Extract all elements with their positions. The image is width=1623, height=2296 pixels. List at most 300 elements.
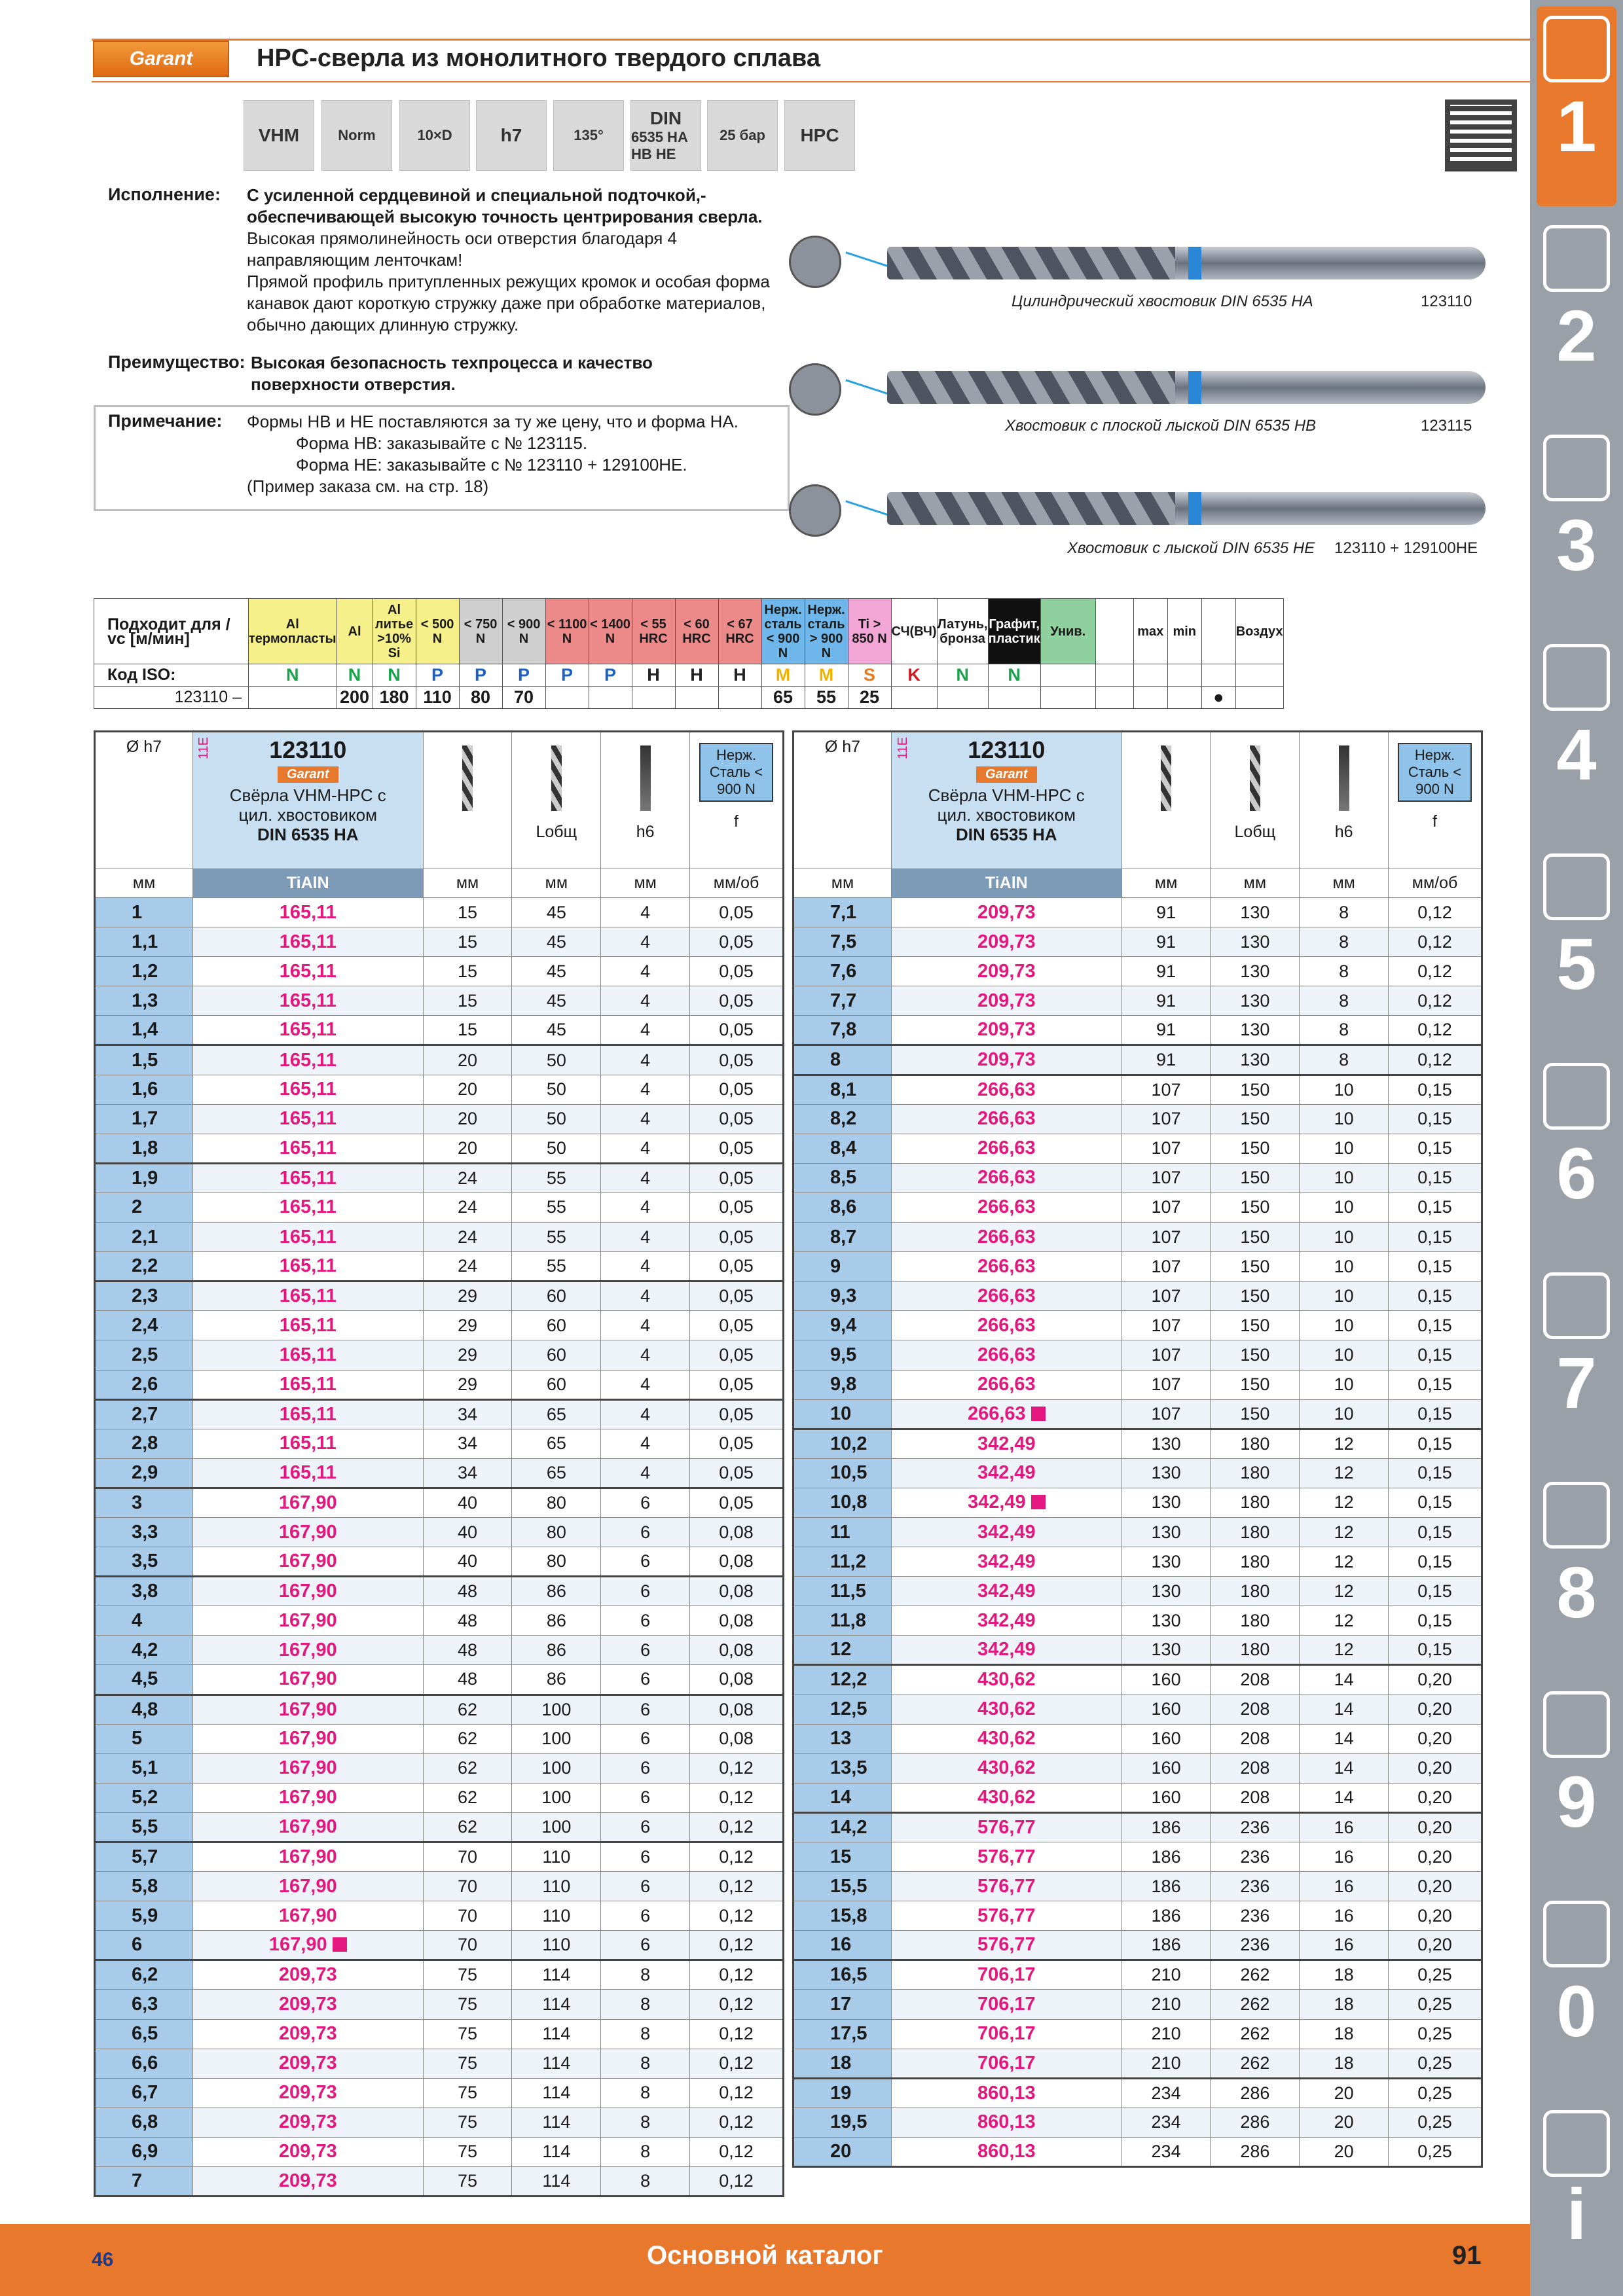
total-length-cell bbox=[1211, 1282, 1300, 1311]
shank-cell bbox=[1300, 898, 1389, 927]
cell-value: 16 bbox=[1334, 1935, 1354, 1955]
diameter-cell bbox=[793, 1931, 892, 1960]
product-code: 123110 bbox=[269, 736, 347, 763]
feed-cell bbox=[1389, 1016, 1482, 1045]
cell-value: 0,12 bbox=[1417, 902, 1452, 922]
table-row bbox=[793, 1753, 1482, 1783]
price-cell bbox=[891, 1872, 1122, 1901]
diameter-cell bbox=[793, 1193, 892, 1222]
cell-value: 167,90 bbox=[278, 1846, 337, 1868]
cell-value: 62 bbox=[458, 1699, 478, 1719]
cell-value: 167,90 bbox=[278, 1492, 337, 1513]
feed-cell bbox=[1389, 1547, 1482, 1577]
feed-label: f bbox=[1432, 812, 1437, 831]
chapter-tab-2[interactable] bbox=[1537, 216, 1616, 416]
flute-length-cell bbox=[423, 1695, 512, 1724]
cell-value: 0,15 bbox=[1417, 1610, 1452, 1630]
feed-cell bbox=[690, 1016, 784, 1045]
shank-cell bbox=[601, 1075, 690, 1104]
suit-col-header: < 67 HRC bbox=[718, 599, 761, 664]
cell-value: 107 bbox=[1151, 1109, 1181, 1129]
flute-length-cell bbox=[423, 2019, 512, 2049]
price-cell bbox=[891, 1606, 1122, 1636]
cell-value: 2,9 bbox=[132, 1462, 158, 1483]
feed-cell bbox=[1389, 1665, 1482, 1695]
cell-value: 130 bbox=[1151, 1640, 1181, 1660]
cell-value: 13 bbox=[830, 1728, 852, 1749]
table-row bbox=[793, 1812, 1482, 1842]
cell-value: 1,8 bbox=[132, 1137, 158, 1158]
shank-label: h6 bbox=[636, 823, 655, 841]
cell-value: 16 bbox=[1334, 1876, 1354, 1896]
cell-value: 4 bbox=[640, 1344, 651, 1365]
flute-length-cell bbox=[1122, 1282, 1211, 1311]
flute-length-cell bbox=[1122, 927, 1211, 957]
shank-cell bbox=[601, 1311, 690, 1340]
cell-value: 0,15 bbox=[1417, 1640, 1452, 1660]
cell-value: 0,15 bbox=[1417, 1581, 1452, 1601]
cell-value: 6 bbox=[640, 1758, 651, 1778]
suit-speed-value: 200 bbox=[337, 687, 373, 709]
cell-value: 576,77 bbox=[977, 1846, 1036, 1867]
table-row bbox=[95, 2049, 784, 2078]
diameter-cell bbox=[95, 1075, 193, 1104]
feed-cell bbox=[690, 1695, 784, 1724]
shank-cell bbox=[1300, 1577, 1389, 1606]
cell-value: 130 bbox=[1240, 1050, 1270, 1070]
cell-value: 4 bbox=[640, 1462, 651, 1482]
chapter-tab-0[interactable] bbox=[1537, 1892, 1616, 2091]
price-cell bbox=[891, 1753, 1122, 1783]
cell-value: 6 bbox=[640, 1699, 651, 1719]
feed-cell bbox=[1389, 1695, 1482, 1724]
total-length-cell bbox=[512, 1193, 601, 1222]
shank-cell bbox=[601, 2167, 690, 2197]
cell-value: 150 bbox=[1240, 1374, 1270, 1395]
shank-cell bbox=[601, 1636, 690, 1665]
cell-value: 266,63 bbox=[977, 1196, 1036, 1218]
flute-icon bbox=[462, 745, 473, 811]
diameter-cell bbox=[793, 1370, 892, 1399]
total-length-cell bbox=[512, 898, 601, 927]
cell-value: 167,90 bbox=[278, 1875, 337, 1897]
total-length-cell bbox=[512, 1665, 601, 1695]
price-cell bbox=[891, 1458, 1122, 1488]
table-row bbox=[95, 1636, 784, 1665]
total-length-cell bbox=[512, 1724, 601, 1753]
cell-value: 0,15 bbox=[1417, 1374, 1452, 1395]
feed-cell bbox=[690, 1282, 784, 1311]
cell-value: 0,05 bbox=[719, 1168, 754, 1188]
flute-length-cell bbox=[1122, 1606, 1211, 1636]
price-cell bbox=[891, 1665, 1122, 1695]
price-cell bbox=[891, 2078, 1122, 2108]
diameter-cell bbox=[793, 2108, 892, 2137]
total-length-cell bbox=[1211, 1517, 1300, 1547]
suit-iso-code: P bbox=[416, 664, 459, 687]
chapter-tab-5[interactable] bbox=[1537, 844, 1616, 1044]
flute-length-cell bbox=[1122, 1901, 1211, 1931]
cell-value: 62 bbox=[458, 1816, 478, 1837]
cell-value: 2,8 bbox=[132, 1433, 158, 1454]
cell-value: 4 bbox=[640, 902, 651, 922]
drill-end-view bbox=[789, 363, 841, 416]
total-length-cell bbox=[1211, 1636, 1300, 1665]
total-length-cell bbox=[512, 1163, 601, 1193]
cell-value: 75 bbox=[458, 2142, 478, 2162]
cell-value: 0,12 bbox=[719, 1994, 754, 2015]
cell-value: 6 bbox=[640, 1610, 651, 1630]
col-shank bbox=[1300, 732, 1389, 869]
table-row bbox=[793, 1901, 1482, 1931]
cell-value: 15,8 bbox=[830, 1905, 867, 1926]
flute-length-cell bbox=[423, 1783, 512, 1812]
cell-value: 165,11 bbox=[279, 1373, 337, 1395]
cell-value: 11,5 bbox=[830, 1580, 866, 1602]
shank-cell bbox=[1300, 2078, 1389, 2108]
diameter-cell bbox=[95, 1547, 193, 1577]
cell-value: 6 bbox=[640, 1847, 651, 1867]
table-row bbox=[95, 1045, 784, 1075]
cell-value: 165,11 bbox=[279, 1403, 337, 1425]
price-cell bbox=[192, 927, 423, 957]
shank-cell bbox=[1300, 1842, 1389, 1872]
feed-cell bbox=[1389, 927, 1482, 957]
suit-col-header: < 1100 N bbox=[545, 599, 589, 664]
feed-cell bbox=[690, 1252, 784, 1282]
unit-label: мм bbox=[1122, 869, 1211, 898]
cell-value: 8 bbox=[640, 2171, 651, 2191]
flute-length-cell bbox=[1122, 1547, 1211, 1577]
cell-value: 0,12 bbox=[1417, 1020, 1452, 1040]
table-row bbox=[95, 1783, 784, 1812]
shank-cell bbox=[601, 1399, 690, 1429]
feed-cell bbox=[690, 1990, 784, 2019]
cell-value: 0,08 bbox=[719, 1610, 754, 1630]
flute-length-cell bbox=[423, 1724, 512, 1753]
cell-value: 236 bbox=[1240, 1817, 1270, 1837]
adv-label: Преимущество: bbox=[108, 352, 246, 372]
cell-value: 706,17 bbox=[977, 2023, 1036, 2045]
suit-iso-code: N bbox=[249, 664, 337, 687]
cell-value: 45 bbox=[546, 961, 566, 981]
suit-iso-code: P bbox=[459, 664, 502, 687]
cell-value: 114 bbox=[542, 2024, 571, 2044]
cell-value: 4 bbox=[640, 1404, 651, 1424]
flute-length-cell bbox=[1122, 1517, 1211, 1547]
feed-cell bbox=[1389, 1990, 1482, 2019]
flute-length-cell bbox=[423, 2108, 512, 2137]
price-cell bbox=[192, 957, 423, 986]
chapter-tab-3[interactable] bbox=[1537, 425, 1616, 625]
feed-cell bbox=[690, 1223, 784, 1252]
cell-value: 160 bbox=[1151, 1787, 1181, 1807]
chapter-tab-9[interactable] bbox=[1537, 1682, 1616, 1882]
info-icon bbox=[1543, 2110, 1610, 2177]
cell-value: 50 bbox=[546, 1138, 566, 1158]
feed-cell bbox=[690, 2019, 784, 2049]
cell-value: 0,25 bbox=[1417, 2141, 1452, 2161]
shank-cell bbox=[1300, 2137, 1389, 2166]
feed-cell bbox=[1389, 1783, 1482, 1812]
unit-row bbox=[793, 869, 1482, 898]
diameter-cell bbox=[95, 927, 193, 957]
cell-value: 10 bbox=[1334, 1374, 1354, 1395]
cell-value: 75 bbox=[458, 2053, 478, 2073]
cell-value: 1,7 bbox=[132, 1108, 158, 1130]
cell-value: 4,5 bbox=[132, 1668, 158, 1690]
cell-value: 342,49 bbox=[977, 1462, 1036, 1484]
shank-cell bbox=[1300, 927, 1389, 957]
note-line-1: Формы HB и HE поставляются за ту же цену, что и форма HA. bbox=[247, 412, 739, 431]
cell-value: 342,49 bbox=[977, 1521, 1036, 1543]
cell-value: 0,05 bbox=[719, 1315, 754, 1335]
cell-value: 130 bbox=[1151, 1463, 1181, 1483]
cell-value: 16 bbox=[830, 1934, 852, 1956]
table-row bbox=[793, 2019, 1482, 2049]
suit-col-header: Al термопласты bbox=[249, 599, 337, 664]
feed-cell bbox=[690, 1134, 784, 1163]
flute-length-cell bbox=[1122, 2078, 1211, 2108]
flute-length-cell bbox=[423, 898, 512, 927]
chapter-tab-8[interactable] bbox=[1537, 1473, 1616, 1672]
cell-value: 20 bbox=[458, 1079, 478, 1100]
cell-value: 165,11 bbox=[279, 1019, 337, 1041]
shank-cell bbox=[601, 2019, 690, 2049]
total-length-cell bbox=[512, 1075, 601, 1104]
flute-length-cell bbox=[1122, 1163, 1211, 1193]
feed-cell bbox=[690, 898, 784, 927]
drill-caption-3: Хвостовик с лыской DIN 6535 HE bbox=[1067, 539, 1315, 557]
cell-value: 167,90 bbox=[278, 1668, 337, 1690]
cell-value: 210 bbox=[1151, 1994, 1181, 2015]
table-row bbox=[793, 1370, 1482, 1399]
flute-length-cell bbox=[423, 1488, 512, 1517]
diameter-cell bbox=[95, 2137, 193, 2166]
cell-value: 6 bbox=[640, 1581, 651, 1602]
cell-value: 9,4 bbox=[830, 1314, 857, 1336]
shank-cell bbox=[601, 1429, 690, 1458]
cell-value: 7,6 bbox=[830, 960, 857, 982]
shank-cell bbox=[1300, 2108, 1389, 2137]
cell-value: 150 bbox=[1240, 1256, 1270, 1276]
suit-speed-value: 110 bbox=[416, 687, 459, 709]
cell-value: 0,05 bbox=[719, 1433, 754, 1454]
cell-value: 15 bbox=[458, 902, 478, 922]
suit-iso-code bbox=[1235, 664, 1283, 687]
cell-value: 167,90 bbox=[278, 1728, 337, 1749]
shank-cell bbox=[601, 1960, 690, 1990]
cell-value: 18 bbox=[830, 2052, 852, 2073]
drill-number-3: 123110 + 129100HE bbox=[1334, 539, 1478, 557]
cell-value: 5,7 bbox=[132, 1846, 158, 1868]
price-cell bbox=[192, 1990, 423, 2019]
shank-cell bbox=[1300, 957, 1389, 986]
cell-value: 45 bbox=[546, 990, 566, 1011]
total-length-cell bbox=[512, 1517, 601, 1547]
price-cell bbox=[192, 2019, 423, 2049]
cell-value: 209,73 bbox=[977, 990, 1036, 1011]
feed-cell bbox=[1389, 2108, 1482, 2137]
feed-cell bbox=[1389, 1223, 1482, 1252]
cell-value: 0,12 bbox=[719, 1935, 754, 1955]
cell-value: 18 bbox=[1334, 2053, 1354, 2073]
cell-value: 1 bbox=[132, 901, 143, 923]
shank-cell bbox=[601, 1193, 690, 1222]
cell-value: 0,05 bbox=[719, 990, 754, 1011]
total-length-cell bbox=[1211, 1665, 1300, 1695]
cell-value: 208 bbox=[1240, 1758, 1270, 1778]
shank-cell bbox=[601, 1753, 690, 1783]
icon-subtext: 25 бар bbox=[720, 127, 765, 143]
total-length-cell bbox=[1211, 2078, 1300, 2108]
cell-value: 9,5 bbox=[830, 1344, 857, 1365]
cell-value: 6 bbox=[640, 1816, 651, 1837]
cell-value: 8,4 bbox=[830, 1138, 857, 1159]
cell-value: 6 bbox=[640, 1905, 651, 1926]
shank-cell bbox=[1300, 1193, 1389, 1222]
price-cell bbox=[192, 1665, 423, 1695]
feed-cell bbox=[1389, 1134, 1482, 1163]
table-row bbox=[793, 2137, 1482, 2166]
icon-text: h7 bbox=[500, 125, 522, 145]
price-cell bbox=[891, 927, 1122, 957]
cell-value: 209,73 bbox=[278, 2082, 337, 2104]
cell-value: 34 bbox=[458, 1462, 478, 1482]
price-cell bbox=[891, 1282, 1122, 1311]
diameter-cell bbox=[95, 2108, 193, 2137]
cell-value: 576,77 bbox=[977, 1816, 1036, 1838]
diameter-cell bbox=[95, 2078, 193, 2108]
cell-value: 0,05 bbox=[719, 1404, 754, 1424]
cell-value: 0,25 bbox=[1417, 2024, 1452, 2044]
cell-value: 208 bbox=[1240, 1699, 1270, 1719]
cell-value: 20 bbox=[1334, 2112, 1354, 2132]
price-cell bbox=[891, 1223, 1122, 1252]
cell-value: 10 bbox=[1334, 1109, 1354, 1129]
cell-value: 19,5 bbox=[830, 2111, 867, 2133]
feed-cell bbox=[1389, 1163, 1482, 1193]
table-row bbox=[95, 1193, 784, 1222]
flute-length-cell bbox=[423, 1223, 512, 1252]
cell-value: 0,12 bbox=[719, 2171, 754, 2191]
cell-value: 0,05 bbox=[719, 1256, 754, 1276]
chapter-tab-4[interactable] bbox=[1537, 635, 1616, 834]
din-icon bbox=[630, 100, 701, 171]
cell-value: 0,05 bbox=[719, 1079, 754, 1100]
chapter-tab-7[interactable] bbox=[1537, 1263, 1616, 1463]
feed-cell bbox=[690, 1901, 784, 1931]
chapter-number: 9 bbox=[1556, 1762, 1597, 1842]
cell-value: 266,63 bbox=[977, 1344, 1036, 1365]
diameter-cell bbox=[95, 1311, 193, 1340]
unit-row bbox=[95, 869, 784, 898]
cell-value: 29 bbox=[458, 1286, 478, 1306]
cell-value: 130 bbox=[1240, 902, 1270, 922]
top-rule bbox=[92, 39, 1532, 41]
chapter-tab-i[interactable] bbox=[1537, 2101, 1616, 2255]
cell-value: 1,2 bbox=[132, 960, 158, 982]
cell-value: 11,2 bbox=[830, 1551, 866, 1572]
drill-end-view bbox=[789, 236, 841, 288]
shank-cell bbox=[1300, 1636, 1389, 1665]
cell-value: 60 bbox=[546, 1374, 566, 1394]
price-cell bbox=[192, 1075, 423, 1104]
price-cell bbox=[192, 1812, 423, 1842]
new-item-marker bbox=[333, 1937, 347, 1952]
cell-value: 165,11 bbox=[279, 990, 337, 1011]
chapter-tab-6[interactable] bbox=[1537, 1054, 1616, 1253]
flute-length-cell bbox=[1122, 1960, 1211, 1990]
shank-cell bbox=[601, 1872, 690, 1901]
shank-cell bbox=[601, 986, 690, 1016]
cell-value: 11 bbox=[830, 1521, 850, 1543]
total-length-cell bbox=[512, 1606, 601, 1636]
suit-speed-value bbox=[718, 687, 761, 709]
cell-value: 0,08 bbox=[719, 1581, 754, 1602]
saw-icon bbox=[1543, 853, 1610, 920]
cell-value: 16 bbox=[1334, 1905, 1354, 1926]
cell-value: 0,05 bbox=[719, 931, 754, 952]
table-row bbox=[793, 1075, 1482, 1104]
diameter-cell bbox=[95, 1606, 193, 1636]
table-row bbox=[95, 2019, 784, 2049]
cell-value: 50 bbox=[546, 1109, 566, 1129]
flute-length-cell bbox=[1122, 2108, 1211, 2137]
cell-value: 0,12 bbox=[1417, 990, 1452, 1011]
total-length-cell bbox=[1211, 1488, 1300, 1517]
cell-value: 10 bbox=[1334, 1315, 1354, 1335]
caliper-icon bbox=[1543, 644, 1610, 711]
cell-value: 6,8 bbox=[132, 2111, 158, 2133]
cell-value: 165,11 bbox=[279, 1079, 337, 1100]
cell-value: 576,77 bbox=[977, 1934, 1036, 1956]
cell-value: 8 bbox=[640, 2112, 651, 2132]
diameter-cell bbox=[793, 1753, 892, 1783]
cell-value: 1,9 bbox=[132, 1167, 158, 1189]
table-row bbox=[95, 986, 784, 1016]
table-row bbox=[95, 2137, 784, 2166]
cell-value: 3,8 bbox=[132, 1581, 158, 1602]
cell-value: 2 bbox=[132, 1196, 143, 1218]
feed-cell bbox=[1389, 1517, 1482, 1547]
cell-value: 8,7 bbox=[830, 1226, 857, 1247]
diameter-cell bbox=[95, 2167, 193, 2197]
shank-cell bbox=[1300, 1399, 1389, 1429]
feed-cell bbox=[1389, 1901, 1482, 1931]
diameter-cell bbox=[793, 957, 892, 986]
cell-value: 342,49 bbox=[967, 1492, 1026, 1513]
cell-value: 165,11 bbox=[279, 1049, 337, 1071]
footer-title: Основной каталог bbox=[647, 2241, 883, 2270]
total-length-cell bbox=[512, 1842, 601, 1872]
cell-value: 10 bbox=[1334, 1197, 1354, 1217]
feed-cell bbox=[1389, 2019, 1482, 2049]
cell-value: 150 bbox=[1240, 1138, 1270, 1158]
cell-value: 209,73 bbox=[278, 1964, 337, 1986]
cell-value: 167,90 bbox=[278, 1521, 337, 1543]
feed-cell bbox=[1389, 1458, 1482, 1488]
total-length-cell bbox=[1211, 898, 1300, 927]
cell-value: 209,73 bbox=[977, 931, 1036, 952]
shank-cell bbox=[601, 1842, 690, 1872]
chapter-tab-1[interactable] bbox=[1537, 7, 1616, 206]
table-row bbox=[793, 1016, 1482, 1045]
cell-value: 114 bbox=[542, 2142, 571, 2162]
cell-value: 10,8 bbox=[830, 1492, 867, 1513]
feed-cell bbox=[690, 1163, 784, 1193]
price-cell bbox=[192, 2108, 423, 2137]
